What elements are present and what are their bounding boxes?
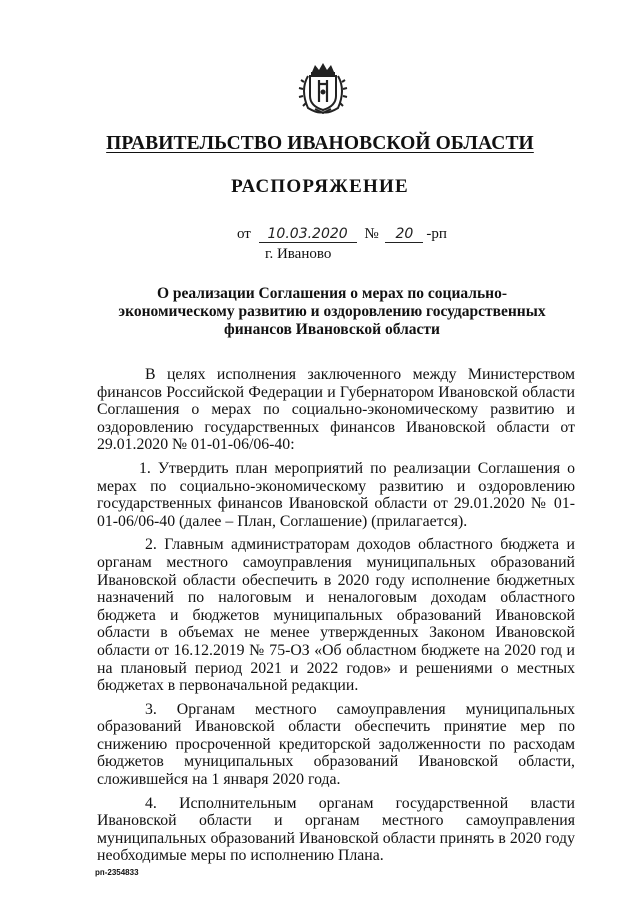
city: г. Иваново [265,246,332,262]
document-subject: О реализации Соглашения о мерах по социально-экономическому развитию и оздоровлению государственных финансов Ивановской области [118,285,546,338]
document-code: рп-2354833 [95,868,139,877]
number-suffix: -рп [426,226,447,242]
clause-3: 3. Органам местного самоуправления муниципальных образований Ивановской области обеспечить принятие мер по снижению просроченной кредиторской задолженности по расходам бюджетов муниципальных образований Ивановской области, сложившейся на 1 января 2020 года. [97,700,575,789]
clause-2: 2. Главным администраторам доходов областного бюджета и органам местного самоуправления муниципальных образований Ивановской области обеспечить в 2020 году исполнение бюджетных назначений по налоговым и неналоговым доходам областного бюджета и бюджетов муниципальных образований Ивановской области в объемах не менее утвержденных Законом Ивановской области от 16.12.2019 № 75-ОЗ «Об областном бюджете на 2020 год и на плановый период 2021 и 2022 годов» и решениями о местных бюджетах в первоначальной редакции. [97,536,575,695]
government-title: ПРАВИТЕЛЬСТВО ИВАНОВСКОЙ ОБЛАСТИ [106,133,534,154]
handwritten-number: 20 [385,227,423,243]
document-type: РАСПОРЯЖЕНИЕ [231,176,409,197]
handwritten-date: 10.03.2020 [259,227,357,243]
clause-4: 4. Исполнительным органам государственной власти Ивановской области и органам местного самоуправления муниципальных образований Ивановской области принять в 2020 году необходимые меры по исполнению Плана. [97,794,575,865]
intro-paragraph: В целях исполнения заключенного между Министерством финансов Российской Федерации и Губернатором Ивановской области Соглашения о мерах по социально-экономическому развитию и оздоровлению государственных финансов Ивановской области от 29.01.2020 № 01-01-06/06-40: [97,366,575,454]
coat-of-arms-icon [298,62,348,114]
document-body [97,366,575,871]
date-prefix: от [237,226,251,242]
number-sign: № [364,226,379,242]
registration-line [237,226,447,243]
clause-1: 1. Утвердить план мероприятий по реализации Соглашения о мерах по социально-экономическому развитию и оздоровлению государственных финансов Ивановской области от 29.01.2020 № 01-01-06/06-40 (далее – План, Соглашение) (прилагается). [97,459,575,530]
